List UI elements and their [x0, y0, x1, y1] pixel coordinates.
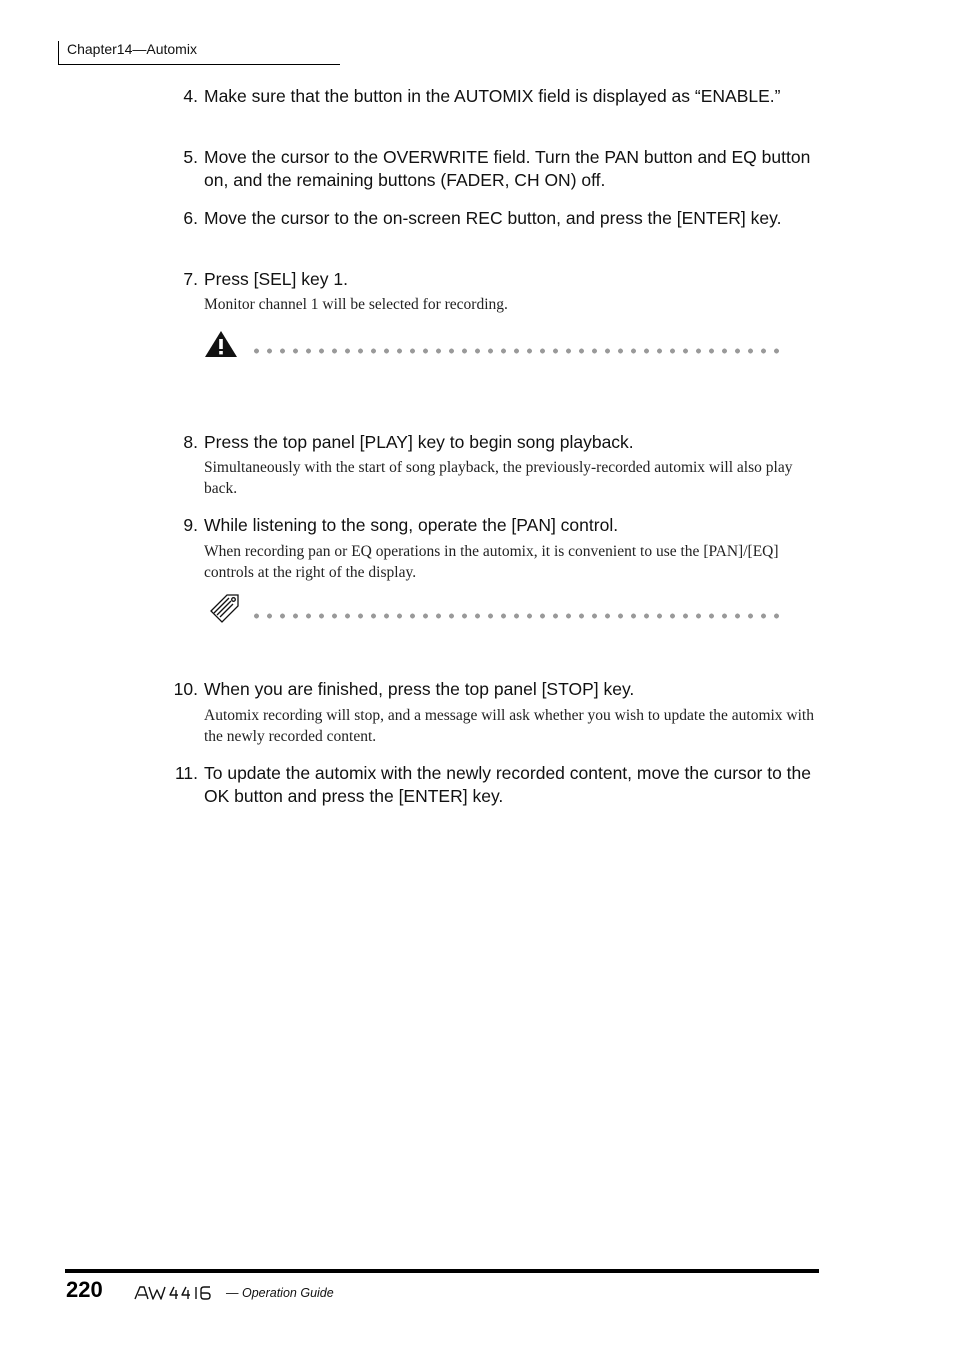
warning-triangle-icon [204, 330, 238, 358]
step-text: While listening to the song, operate the [PAN] control. [204, 515, 619, 535]
step-number: 11. [174, 763, 198, 783]
tip-dotted-rule [250, 612, 785, 620]
footer-rule [65, 1269, 819, 1273]
page-number: 220 [66, 1277, 103, 1302]
step-note: Automix recording will stop, and a message will ask whether you wish to update the automix with the newly recorded content. [204, 707, 814, 745]
aw4416-logo [134, 1286, 222, 1300]
step-text: When you are finished, press the top panel [STOP] key. [204, 679, 635, 699]
step-text: Make sure that the button in the AUTOMIX field is displayed as “ENABLE.” [204, 86, 781, 106]
step-note: Monitor channel 1 will be selected for recording. [204, 296, 508, 313]
tip-tag-icon [209, 593, 241, 623]
step-number: 7. [183, 269, 198, 289]
caution-dotted-rule [250, 347, 785, 355]
step-text: Press [SEL] key 1. [204, 269, 348, 289]
step-number: 9. [183, 515, 198, 535]
step-number: 6. [183, 208, 198, 228]
step-text: To update the automix with the newly recorded content, move the cursor to the OK button and press the [ENTER] key. [204, 763, 812, 806]
step-text: Move the cursor to the OVERWRITE field. Turn the PAN button and EQ button on, and the remaining buttons (FADER, CH ON) off. [204, 147, 811, 190]
step-number: 4. [183, 86, 198, 106]
step-note: When recording pan or EQ operations in the automix, it is convenient to use the [PAN]/[EQ] controls at the right of the display. [204, 543, 779, 581]
step-number: 8. [183, 432, 198, 452]
step-number: 5. [183, 147, 198, 167]
step-text: Press the top panel [PLAY] key to begin song playback. [204, 432, 634, 452]
chapter-title: Chapter14—Automix [67, 41, 197, 57]
step-note: Simultaneously with the start of song playback, the previously-recorded automix will also play back. [204, 459, 793, 497]
running-header [58, 41, 340, 65]
operation-guide-label: — Operation Guide [226, 1286, 334, 1300]
step-text: Move the cursor to the on-screen REC button, and press the [ENTER] key. [204, 208, 782, 228]
step-number: 10. [173, 679, 198, 699]
